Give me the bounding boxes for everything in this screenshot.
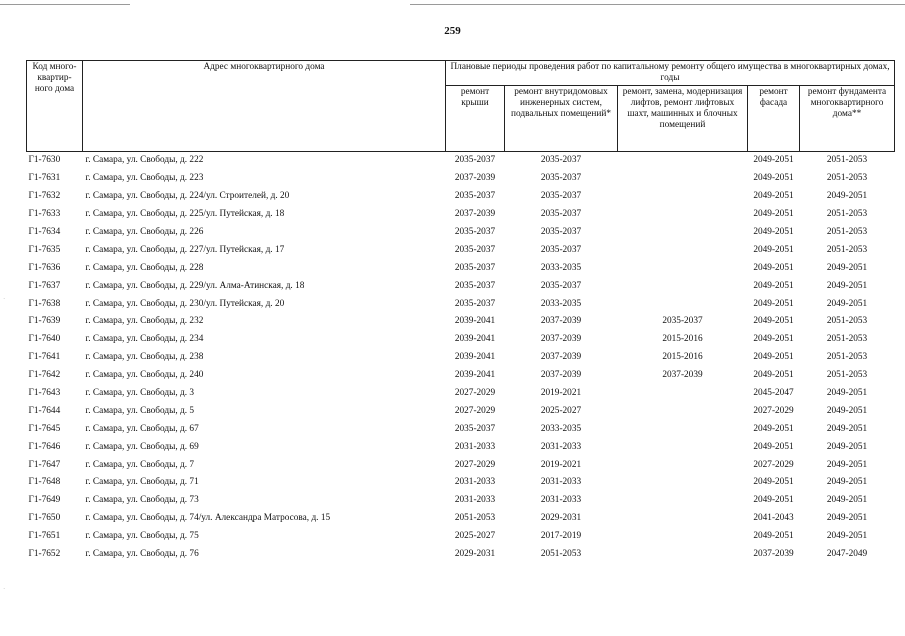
cell-facade: 2049-2051: [753, 244, 794, 255]
cell-elevators: [618, 456, 748, 474]
cell-facade: 2041-2043: [753, 513, 794, 524]
header-foundation: ремонт фундамента многоквартирного дома**: [800, 86, 895, 152]
header-code: Код много-квартир-ного дома: [27, 61, 83, 152]
cell-foundation: 2049-2051: [826, 423, 868, 434]
cell-facade: 2049-2051: [753, 423, 794, 434]
cell-facade: 2049-2051: [753, 352, 794, 363]
cell-facade: 2049-2051: [753, 477, 794, 488]
cell-roof: 2027-2029: [454, 405, 496, 416]
header-address: Адрес многоквартирного дома: [83, 61, 446, 152]
cell-code: Г1-7651: [28, 531, 61, 542]
cell-foundation: 2049-2051: [826, 388, 868, 399]
cell-code: Г1-7649: [28, 495, 61, 506]
cell-code: Г1-7640: [28, 334, 61, 345]
cell-code: Г1-7638: [28, 298, 61, 309]
cell-facade: 2049-2051: [753, 262, 794, 273]
cell-facade: 2049-2051: [753, 209, 794, 220]
cell-foundation: 2049-2051: [826, 262, 868, 273]
top-rule-right: [410, 4, 905, 5]
cell-foundation: 2051-2053: [826, 209, 868, 220]
cell-elevators: [618, 259, 748, 277]
cell-code: Г1-7641: [28, 352, 61, 363]
cell-engineering: 2035-2037: [540, 155, 582, 166]
cell-engineering: 2035-2037: [540, 227, 582, 237]
cell-code: Г1-7645: [28, 423, 61, 434]
cell-facade: 2049-2051: [753, 531, 794, 542]
cell-engineering: 2031-2033: [540, 477, 582, 488]
cell-engineering: 2035-2037: [540, 280, 582, 291]
cell-facade: 2049-2051: [753, 316, 794, 327]
cell-engineering: 2035-2037: [540, 173, 582, 184]
cell-roof: 2031-2033: [454, 477, 496, 488]
table-row: [27, 474, 895, 492]
header-facade: ремонт фасада: [748, 86, 800, 152]
table-row: [27, 528, 895, 546]
cell-code: Г1-7648: [28, 477, 61, 488]
top-rule-left: [0, 4, 130, 5]
table-row: [27, 313, 895, 331]
cell-engineering: 2019-2021: [540, 388, 582, 399]
cell-roof: 2039-2041: [454, 370, 496, 381]
cell-code: Г1-7652: [28, 549, 61, 560]
table-row: [27, 152, 895, 170]
cell-elevators: [618, 241, 748, 259]
cell-roof: 2027-2029: [454, 388, 496, 399]
table-body: [27, 152, 895, 564]
cell-facade: 2049-2051: [753, 495, 794, 506]
cell-address: г. Самара, ул. Свободы, д. 225/ул. Путейская, д. 18: [85, 209, 285, 220]
cell-engineering: 2017-2019: [540, 531, 582, 542]
table-row: [27, 438, 895, 456]
cell-code: Г1-7643: [28, 388, 61, 399]
scan-mark: ·: [3, 295, 6, 303]
cell-foundation: 2049-2051: [826, 477, 868, 488]
table-row: [27, 206, 895, 224]
cell-elevators: [618, 152, 748, 170]
table-row: [27, 367, 895, 385]
cell-foundation: 2049-2051: [826, 280, 868, 291]
cell-elevators: 2037-2039: [662, 370, 703, 381]
table-row: [27, 546, 895, 564]
cell-engineering: 2033-2035: [540, 298, 582, 309]
cell-elevators: [618, 546, 748, 564]
cell-elevators: 2035-2037: [662, 316, 703, 327]
cell-engineering: 2033-2035: [540, 423, 582, 434]
cell-roof: 2027-2029: [454, 459, 496, 470]
cell-elevators: 2015-2016: [662, 334, 703, 345]
header-elevators: ремонт, замена, модернизация лифтов, ремонт лифтовых шахт, машинных и блочных помещений: [618, 86, 748, 152]
cell-elevators: [618, 510, 748, 528]
cell-roof: 2029-2031: [454, 549, 496, 560]
table-row: [27, 188, 895, 206]
cell-foundation: 2051-2053: [826, 244, 868, 255]
cell-address: г. Самара, ул. Свободы, д. 76: [85, 549, 199, 560]
cell-foundation: 2049-2051: [826, 405, 868, 416]
cell-code: Г1-7642: [28, 370, 61, 381]
cell-code: Г1-7650: [28, 513, 61, 524]
cell-elevators: [618, 474, 748, 492]
cell-roof: 2035-2037: [454, 227, 496, 237]
cell-engineering: 2051-2053: [540, 549, 582, 560]
cell-engineering: 2019-2021: [540, 459, 582, 470]
header-engineering: ремонт внутридомовых инженерных систем, подвальных помещений*: [505, 86, 618, 152]
cell-engineering: 2035-2037: [540, 209, 582, 220]
cell-engineering: 2025-2027: [540, 405, 582, 416]
cell-elevators: [618, 438, 748, 456]
cell-facade: 2049-2051: [753, 298, 794, 309]
table-row: [27, 349, 895, 367]
cell-elevators: 2015-2016: [662, 352, 703, 363]
cell-address: г. Самара, ул. Свободы, д. 73: [85, 495, 199, 506]
cell-elevators: [618, 170, 748, 188]
cell-foundation: 2051-2053: [826, 334, 868, 345]
cell-facade: 2037-2039: [753, 549, 794, 560]
cell-roof: 2035-2037: [454, 191, 496, 202]
header-periods-group: Плановые периоды проведения работ по капитальному ремонту общего имущества в многоквартирных домах, годы: [446, 61, 895, 86]
cell-address: г. Самара, ул. Свободы, д. 71: [85, 477, 199, 488]
table-row: [27, 170, 895, 188]
cell-address: г. Самара, ул. Свободы, д. 7: [85, 459, 195, 470]
cell-code: Г1-7632: [28, 191, 61, 202]
cell-foundation: 2049-2051: [826, 298, 868, 309]
cell-elevators: [618, 295, 748, 313]
cell-roof: 2037-2039: [454, 173, 496, 184]
cell-foundation: 2049-2051: [826, 495, 868, 506]
cell-elevators: [618, 188, 748, 206]
cell-address: г. Самара, ул. Свободы, д. 226: [85, 227, 204, 237]
cell-code: Г1-7636: [28, 262, 61, 273]
cell-code: Г1-7644: [28, 405, 61, 416]
cell-roof: 2039-2041: [454, 352, 496, 363]
cell-roof: 2035-2037: [454, 280, 496, 291]
cell-roof: 2039-2041: [454, 316, 496, 327]
cell-address: г. Самара, ул. Свободы, д. 3: [85, 388, 195, 399]
cell-foundation: 2049-2051: [826, 531, 868, 542]
cell-roof: 2035-2037: [454, 155, 496, 166]
cell-engineering: 2031-2033: [540, 441, 582, 452]
cell-engineering: 2037-2039: [540, 334, 582, 345]
cell-address: г. Самара, ул. Свободы, д. 228: [85, 262, 204, 273]
cell-address: г. Самара, ул. Свободы, д. 234: [85, 334, 204, 345]
cell-facade: 2049-2051: [753, 280, 794, 291]
cell-code: Г1-7635: [28, 244, 61, 255]
cell-code: Г1-7646: [28, 441, 61, 452]
scan-mark: ·: [3, 585, 6, 593]
table-row: [27, 420, 895, 438]
cell-address: г. Самара, ул. Свободы, д. 229/ул. Алма-Атинская, д. 18: [85, 280, 305, 291]
cell-roof: 2035-2037: [454, 298, 496, 309]
cell-engineering: 2035-2037: [540, 191, 582, 202]
cell-engineering: 2035-2037: [540, 244, 582, 255]
cell-roof: 2031-2033: [454, 441, 496, 452]
cell-address: г. Самара, ул. Свободы, д. 238: [85, 352, 204, 363]
cell-elevators: [618, 528, 748, 546]
cell-elevators: [618, 385, 748, 403]
cell-code: Г1-7633: [28, 209, 61, 220]
table-row: [27, 456, 895, 474]
page-number: 259: [444, 25, 461, 37]
cell-address: г. Самара, ул. Свободы, д. 5: [85, 405, 195, 416]
table-row: [27, 277, 895, 295]
cell-facade: 2049-2051: [753, 370, 794, 381]
cell-elevators: [618, 492, 748, 510]
cell-engineering: 2037-2039: [540, 352, 582, 363]
cell-address: г. Самара, ул. Свободы, д. 67: [85, 423, 199, 434]
cell-facade: 2049-2051: [753, 191, 794, 202]
cell-address: г. Самара, ул. Свободы, д. 232: [85, 316, 204, 327]
cell-roof: 2037-2039: [454, 209, 496, 220]
cell-facade: 2049-2051: [753, 334, 794, 345]
cell-facade: 2049-2051: [753, 155, 794, 166]
cell-engineering: 2029-2031: [540, 513, 582, 524]
header-roof: ремонт крыши: [446, 86, 505, 152]
cell-foundation: 2051-2053: [826, 227, 868, 237]
cell-address: г. Самара, ул. Свободы, д. 74/ул. Александра Матросова, д. 15: [85, 513, 331, 524]
capital-repair-schedule-table: [26, 60, 895, 563]
cell-elevators: [618, 277, 748, 295]
cell-address: г. Самара, ул. Свободы, д. 224/ул. Строителей, д. 20: [85, 191, 290, 202]
cell-foundation: 2051-2053: [826, 352, 868, 363]
cell-foundation: 2047-2049: [826, 549, 868, 560]
cell-address: г. Самара, ул. Свободы, д. 227/ул. Путейская, д. 17: [85, 244, 285, 255]
cell-engineering: 2031-2033: [540, 495, 582, 506]
cell-roof: 2035-2037: [454, 262, 496, 273]
table-row: [27, 259, 895, 277]
cell-address: г. Самара, ул. Свободы, д. 230/ул. Путейская, д. 20: [85, 298, 285, 309]
table-row: [27, 241, 895, 259]
cell-facade: 2049-2051: [753, 173, 794, 184]
cell-elevators: [618, 420, 748, 438]
cell-address: г. Самара, ул. Свободы, д. 69: [85, 441, 199, 452]
cell-facade: 2045-2047: [753, 388, 794, 399]
cell-engineering: 2033-2035: [540, 262, 582, 273]
table-row: [27, 402, 895, 420]
cell-roof: 2035-2037: [454, 244, 496, 255]
cell-elevators: [618, 206, 748, 224]
table-row: [27, 331, 895, 349]
cell-foundation: 2051-2053: [826, 370, 868, 381]
cell-foundation: 2051-2053: [826, 155, 868, 166]
cell-code: Г1-7630: [28, 155, 61, 166]
header-row-group: [27, 61, 895, 86]
cell-foundation: 2049-2051: [826, 513, 868, 524]
cell-roof: 2025-2027: [454, 531, 496, 542]
cell-facade: 2049-2051: [753, 227, 794, 237]
cell-roof: 2035-2037: [454, 423, 496, 434]
table-row: [27, 492, 895, 510]
cell-roof: 2039-2041: [454, 334, 496, 345]
cell-roof: 2051-2053: [454, 513, 496, 524]
cell-address: г. Самара, ул. Свободы, д. 223: [85, 173, 204, 184]
table-row: [27, 295, 895, 313]
cell-code: Г1-7647: [28, 459, 61, 470]
cell-foundation: 2049-2051: [826, 441, 868, 452]
cell-facade: 2027-2029: [753, 405, 794, 416]
cell-address: г. Самара, ул. Свободы, д. 75: [85, 531, 199, 542]
cell-facade: 2049-2051: [753, 441, 794, 452]
cell-elevators: [618, 224, 748, 242]
cell-address: г. Самара, ул. Свободы, д. 222: [85, 155, 204, 166]
cell-code: Г1-7639: [28, 316, 61, 327]
cell-roof: 2031-2033: [454, 495, 496, 506]
cell-foundation: 2051-2053: [826, 316, 868, 327]
table-row: [27, 224, 895, 242]
cell-engineering: 2037-2039: [540, 370, 582, 381]
cell-code: Г1-7634: [28, 227, 61, 237]
cell-foundation: 2051-2053: [826, 173, 868, 184]
table-row: [27, 385, 895, 403]
cell-elevators: [618, 402, 748, 420]
cell-code: Г1-7637: [28, 280, 61, 291]
cell-foundation: 2049-2051: [826, 459, 868, 470]
table-row: [27, 510, 895, 528]
cell-facade: 2027-2029: [753, 459, 794, 470]
cell-foundation: 2049-2051: [826, 191, 868, 202]
cell-address: г. Самара, ул. Свободы, д. 240: [85, 370, 204, 381]
cell-code: Г1-7631: [28, 173, 61, 184]
cell-engineering: 2037-2039: [540, 316, 582, 327]
